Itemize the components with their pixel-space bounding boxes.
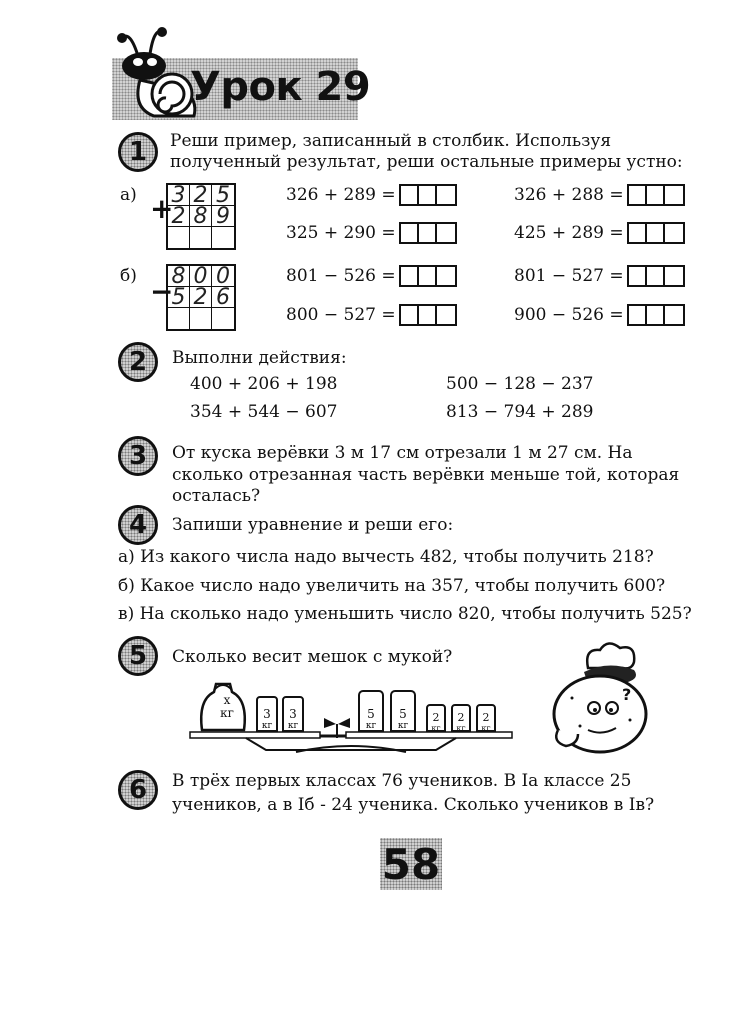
task1b-example-2: 801 − 527 = <box>514 265 685 287</box>
page-number-box <box>380 838 442 890</box>
lesson-title: Урок 29 <box>190 64 371 110</box>
task3-line3: осталась? <box>172 486 261 506</box>
task1b-column-grid[interactable] <box>166 264 236 331</box>
answer-boxes[interactable] <box>399 222 457 244</box>
digit-cell: 5 <box>168 287 190 308</box>
flour-bag-label: х кг <box>220 693 234 720</box>
weight-2kg-1: 2 кг <box>426 704 446 732</box>
answer-cell[interactable] <box>212 308 234 329</box>
task4-item-c: в) На сколько надо уменьшить число 820, чтобы получить 525? <box>118 604 692 624</box>
snail-icon <box>110 20 200 122</box>
digit-cell: 2 <box>190 287 212 308</box>
task1a-label: а) <box>120 185 137 205</box>
digit-cell: 2 <box>168 206 190 227</box>
task1a-example-3: 325 + 290 = <box>286 222 457 244</box>
task5-text: Сколько весит мешок с мукой? <box>172 647 453 667</box>
task1a-example-2: 326 + 288 = <box>514 184 685 206</box>
potato-chef-icon <box>548 638 658 758</box>
svg-text:?: ? <box>622 685 632 704</box>
task2-expr-1: 400 + 206 + 198 <box>190 374 338 394</box>
task4-item-b: б) Какое число надо увеличить на 357, чтобы получить 600? <box>118 576 666 596</box>
task1a-sign: + <box>150 192 174 225</box>
weight-3kg-1: 3 кг <box>256 696 278 732</box>
answer-boxes[interactable] <box>627 265 685 287</box>
task2-expr-2: 500 − 128 − 237 <box>446 374 594 394</box>
weight-2kg-2: 2 кг <box>451 704 471 732</box>
answer-cell[interactable] <box>190 308 212 329</box>
weight-5kg-2: 5 кг <box>390 690 416 732</box>
weight-3kg-2: 3 кг <box>282 696 304 732</box>
task3-line1: От куска верёвки 3 м 17 см отрезали 1 м 27 см. На <box>172 443 633 463</box>
task1b-label: б) <box>120 266 137 286</box>
weight-5kg-1: 5 кг <box>358 690 384 732</box>
digit-cell: 6 <box>212 287 234 308</box>
digit-cell: 2 <box>190 185 212 206</box>
answer-boxes[interactable] <box>399 265 457 287</box>
task2-expr-3: 354 + 544 − 607 <box>190 402 338 422</box>
task2-expr-4: 813 − 794 + 289 <box>446 402 594 422</box>
answer-cell[interactable] <box>168 308 190 329</box>
task6-line1: В трёх первых классах 76 учеников. В Iа классе 25 <box>172 771 632 791</box>
task3-line2: сколько отрезанная часть верёвки меньше той, которая <box>172 465 680 485</box>
task1-text-line2: полученный результат, реши остальные примеры устно: <box>170 152 683 172</box>
digit-cell: 9 <box>212 206 234 227</box>
answer-boxes[interactable] <box>399 304 457 326</box>
weight-2kg-3: 2 кг <box>476 704 496 732</box>
task-number-1: 1 <box>118 132 158 172</box>
task1-text-line1: Реши пример, записанный в столбик. Используя <box>170 131 612 151</box>
digit-cell: 8 <box>190 206 212 227</box>
task1b-example-4: 900 − 526 = <box>514 304 685 326</box>
task1b-sign: − <box>150 275 174 308</box>
task6-line2: учеников, а в Iб - 24 ученика. Сколько учеников в Iв? <box>172 795 655 815</box>
task2-text: Выполни действия: <box>172 348 347 368</box>
task1a-example-4: 425 + 289 = <box>514 222 685 244</box>
answer-cell[interactable] <box>212 227 234 248</box>
task-number-6: 6 <box>118 770 158 810</box>
answer-cell[interactable] <box>190 227 212 248</box>
page-number: 58 <box>381 839 441 889</box>
digit-cell: 5 <box>212 185 234 206</box>
digit-cell: 3 <box>168 185 190 206</box>
task-number-2: 2 <box>118 342 158 382</box>
answer-boxes[interactable] <box>399 184 457 206</box>
answer-boxes[interactable] <box>627 304 685 326</box>
digit-cell: 0 <box>190 266 212 287</box>
answer-cell[interactable] <box>168 227 190 248</box>
answer-boxes[interactable] <box>627 184 685 206</box>
answer-boxes[interactable] <box>627 222 685 244</box>
task1b-example-1: 801 − 526 = <box>286 265 457 287</box>
digit-cell: 0 <box>212 266 234 287</box>
task1a-column-grid[interactable] <box>166 183 236 250</box>
task1a-example-1: 326 + 289 = <box>286 184 457 206</box>
task4-text: Запиши уравнение и реши его: <box>172 515 454 535</box>
task-number-5: 5 <box>118 636 158 676</box>
task4-item-a: а) Из какого числа надо вычесть 482, чтобы получить 218? <box>118 547 654 567</box>
task-number-4: 4 <box>118 505 158 545</box>
digit-cell: 8 <box>168 266 190 287</box>
task-number-3: 3 <box>118 436 158 476</box>
task1b-example-3: 800 − 527 = <box>286 304 457 326</box>
